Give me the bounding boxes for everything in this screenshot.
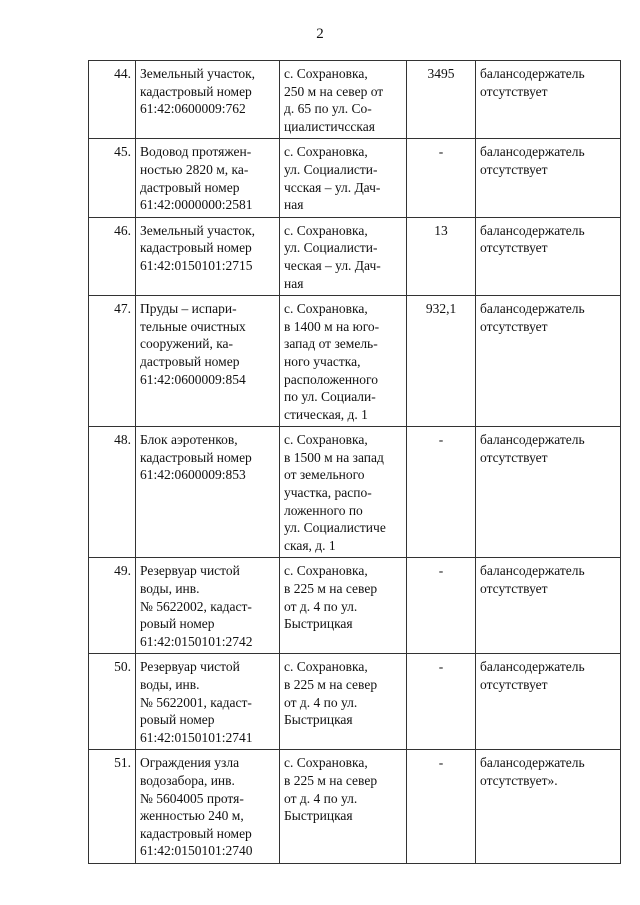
object-name-cell-line: ностью 2820 м, ка- bbox=[140, 161, 249, 177]
object-name-cell-line: Ограждения узла bbox=[140, 755, 240, 771]
object-name-cell-line: ровый номер bbox=[140, 712, 215, 728]
table-row bbox=[89, 750, 621, 864]
area-cell: - bbox=[407, 750, 476, 864]
holder-cell-line: отсутствует bbox=[480, 449, 548, 465]
holder-cell bbox=[476, 427, 621, 558]
object-name-cell-line: № 5604005 протя- bbox=[140, 790, 244, 806]
row-number: 46. bbox=[89, 217, 136, 295]
address-cell-line: в 225 м на север bbox=[284, 772, 378, 788]
holder-cell bbox=[476, 558, 621, 654]
address-cell bbox=[280, 558, 407, 654]
object-name-cell-line: кадастровый номер bbox=[140, 83, 252, 99]
address-cell-line: с. Сохрановка, bbox=[284, 659, 368, 675]
holder-cell-line: отсутствует bbox=[480, 83, 548, 99]
table-row bbox=[89, 139, 621, 217]
holder-cell bbox=[476, 654, 621, 750]
address-cell-line: с. Сохрановка, bbox=[284, 755, 368, 771]
address-cell-line: ложенного по bbox=[284, 502, 363, 518]
address-cell-line: запад от земель- bbox=[284, 336, 378, 352]
object-name-cell-line: воды, инв. bbox=[140, 677, 200, 692]
object-name-cell-line: 61:42:0600009:854 bbox=[140, 371, 246, 387]
holder-cell-line: балансодержатель bbox=[480, 301, 585, 317]
holder-cell bbox=[476, 296, 621, 427]
area-cell: 3495 bbox=[407, 61, 476, 139]
object-name-cell-line: Земельный участок, bbox=[140, 66, 256, 81]
object-name-cell-line: тельные очистных bbox=[140, 318, 246, 334]
address-cell-line: ул. Социалисти- bbox=[284, 240, 378, 256]
object-name-cell-line: Блок аэротенков, bbox=[140, 432, 238, 448]
address-cell-line: в 1400 м на юго- bbox=[284, 318, 380, 334]
object-name-cell-line: воды, инв. bbox=[140, 581, 200, 597]
holder-cell bbox=[476, 217, 621, 295]
object-name-cell-line: водозабора, инв. bbox=[140, 772, 235, 788]
address-cell-line: ческая – ул. Дач- bbox=[284, 257, 381, 273]
table-row bbox=[89, 558, 621, 654]
holder-cell-line: балансодержатель bbox=[480, 144, 585, 160]
object-name-cell-line: 61:42:0600009:762 bbox=[140, 101, 246, 117]
address-cell-line: Быстрицкая bbox=[284, 808, 353, 824]
address-cell-line: ная bbox=[284, 197, 304, 213]
object-name-cell-line: 61:42:0600009:853 bbox=[140, 467, 246, 483]
address-cell bbox=[280, 61, 407, 139]
object-name-cell-line: женностью 240 м, bbox=[140, 808, 244, 824]
address-cell-line: расположенного bbox=[284, 371, 378, 387]
table-row bbox=[89, 427, 621, 558]
address-cell-line: чсская – ул. Дач- bbox=[284, 179, 381, 195]
address-cell bbox=[280, 427, 407, 558]
page-number: 2 bbox=[316, 26, 324, 42]
object-name-cell-line: 61:42:0150101:2740 bbox=[140, 843, 253, 859]
object-name-cell bbox=[136, 296, 280, 427]
row-number: 48. bbox=[89, 427, 136, 558]
object-name-cell-line: Резервуар чистой bbox=[140, 563, 240, 579]
address-cell-line: в 1500 м на запад bbox=[284, 449, 384, 465]
holder-cell-line: балансодержатель bbox=[480, 659, 585, 675]
holder-cell-line: отсутствует». bbox=[480, 772, 558, 788]
address-cell bbox=[280, 654, 407, 750]
holder-cell-line: балансодержатель bbox=[480, 222, 585, 238]
object-name-cell-line: № 5622001, кадаст- bbox=[140, 694, 252, 710]
address-cell-line: с. Сохрановка, bbox=[284, 144, 368, 160]
table-row bbox=[89, 296, 621, 427]
address-cell bbox=[280, 217, 407, 295]
address-cell-line: Быстрицкая bbox=[284, 712, 353, 728]
holder-cell bbox=[476, 61, 621, 139]
holder-cell-line: отсутствует bbox=[480, 581, 548, 597]
address-cell bbox=[280, 139, 407, 217]
area-cell: - bbox=[407, 139, 476, 217]
area-cell: - bbox=[407, 558, 476, 654]
object-name-cell-line: 61:42:0000000:2581 bbox=[140, 197, 253, 213]
address-cell-line: от д. 4 по ул. bbox=[284, 694, 358, 710]
object-name-cell bbox=[136, 654, 280, 750]
table-row bbox=[89, 654, 621, 750]
address-cell-line: в 225 м на север bbox=[284, 581, 378, 597]
address-cell-line: от земельного bbox=[284, 467, 365, 483]
area-cell: - bbox=[407, 427, 476, 558]
table-row bbox=[89, 217, 621, 295]
address-cell-line: ул. Социалисти- bbox=[284, 161, 378, 177]
object-name-cell-line: Резервуар чистой bbox=[140, 659, 240, 675]
object-name-cell-line: сооружений, ка- bbox=[140, 336, 234, 352]
table-row bbox=[89, 61, 621, 139]
object-name-cell-line: кадастровый номер bbox=[140, 449, 252, 465]
holder-cell-line: балансодержатель bbox=[480, 432, 585, 448]
object-name-cell bbox=[136, 427, 280, 558]
address-cell-line: с. Сохрановка, bbox=[284, 66, 368, 81]
address-cell-line: участка, распо- bbox=[284, 485, 372, 501]
property-registry-table bbox=[88, 60, 621, 864]
holder-cell-line: отсутствует bbox=[480, 318, 548, 334]
holder-cell-line: балансодержатель bbox=[480, 563, 585, 579]
object-name-cell bbox=[136, 61, 280, 139]
address-cell-line: стическая, д. 1 bbox=[284, 406, 368, 422]
address-cell-line: Быстрицкая bbox=[284, 616, 353, 632]
address-cell-line: с. Сохрановка, bbox=[284, 432, 368, 448]
object-name-cell-line: кадастровый номер bbox=[140, 240, 252, 256]
object-name-cell-line: дастровый номер bbox=[140, 353, 240, 369]
holder-cell-line: балансодержатель bbox=[480, 755, 585, 771]
address-cell-line: ская, д. 1 bbox=[284, 537, 336, 553]
row-number: 50. bbox=[89, 654, 136, 750]
address-cell-line: с. Сохрановка, bbox=[284, 563, 368, 579]
holder-cell-line: отсутствует bbox=[480, 240, 548, 256]
address-cell-line: от д. 4 по ул. bbox=[284, 790, 358, 806]
holder-cell bbox=[476, 750, 621, 864]
row-number: 51. bbox=[89, 750, 136, 864]
address-cell-line: д. 65 по ул. Со- bbox=[284, 101, 372, 117]
object-name-cell bbox=[136, 750, 280, 864]
address-cell-line: ул. Социалистиче bbox=[284, 520, 386, 536]
object-name-cell-line: Земельный участок, bbox=[140, 222, 256, 238]
object-name-cell-line: ровый номер bbox=[140, 616, 215, 632]
object-name-cell-line: Пруды – испари- bbox=[140, 301, 237, 317]
address-cell-line: ного участка, bbox=[284, 353, 361, 369]
registry-body bbox=[89, 61, 621, 864]
object-name-cell-line: 61:42:0150101:2715 bbox=[140, 257, 253, 273]
object-name-cell-line: Водовод протяжен- bbox=[140, 144, 252, 160]
row-number: 49. bbox=[89, 558, 136, 654]
address-cell-line: ная bbox=[284, 275, 304, 291]
holder-cell-line: отсутствует bbox=[480, 677, 548, 692]
row-number: 45. bbox=[89, 139, 136, 217]
area-cell: 13 bbox=[407, 217, 476, 295]
address-cell-line: с. Сохрановка, bbox=[284, 222, 368, 238]
object-name-cell-line: кадастровый номер bbox=[140, 825, 252, 841]
object-name-cell-line: дастровый номер bbox=[140, 179, 240, 195]
object-name-cell bbox=[136, 217, 280, 295]
row-number: 44. bbox=[89, 61, 136, 139]
object-name-cell-line: 61:42:0150101:2741 bbox=[140, 729, 253, 745]
object-name-cell-line: № 5622002, кадаст- bbox=[140, 598, 252, 614]
holder-cell bbox=[476, 139, 621, 217]
row-number: 47. bbox=[89, 296, 136, 427]
address-cell-line: с. Сохрановка, bbox=[284, 301, 368, 317]
address-cell bbox=[280, 750, 407, 864]
object-name-cell bbox=[136, 558, 280, 654]
address-cell-line: в 225 м на север bbox=[284, 677, 378, 692]
address-cell-line: по ул. Социали- bbox=[284, 389, 376, 405]
address-cell-line: 250 м на север от bbox=[284, 83, 384, 99]
address-cell-line: от д. 4 по ул. bbox=[284, 598, 358, 614]
object-name-cell bbox=[136, 139, 280, 217]
holder-cell-line: балансодержатель bbox=[480, 66, 585, 81]
area-cell: 932,1 bbox=[407, 296, 476, 427]
holder-cell-line: отсутствует bbox=[480, 161, 548, 177]
address-cell-line: циалистичсская bbox=[284, 118, 375, 134]
area-cell: - bbox=[407, 654, 476, 750]
object-name-cell-line: 61:42:0150101:2742 bbox=[140, 633, 253, 649]
address-cell bbox=[280, 296, 407, 427]
